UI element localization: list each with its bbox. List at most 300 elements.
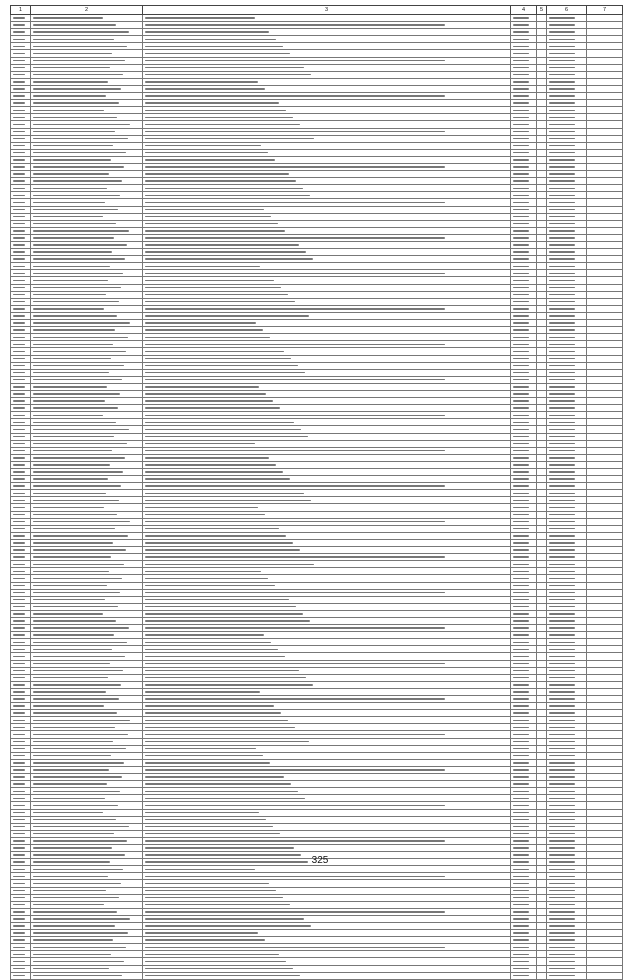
illegible-text-line [13,606,25,607]
note-cell [587,206,623,213]
table-row [11,603,623,610]
illegible-text-line [13,791,25,792]
illegible-text-line [513,549,529,550]
illegible-text-line [549,805,575,806]
extra-cell [537,717,547,724]
extra-cell [537,589,547,596]
note-cell [587,291,623,298]
address-cell [31,369,143,376]
row-number-cell [11,29,31,36]
work-description-cell [143,823,511,830]
illegible-text-line [145,251,306,252]
row-number-cell [11,405,31,412]
address-cell [31,483,143,490]
address-cell [31,632,143,639]
address-cell [31,398,143,405]
extra-cell [537,965,547,972]
table-row [11,589,623,596]
work-description-cell [143,710,511,717]
period-cell [547,348,587,355]
row-number-cell [11,128,31,135]
extra-cell [537,483,547,490]
period-cell [547,937,587,944]
address-cell [31,234,143,241]
table-row [11,965,623,972]
illegible-text-line [549,237,575,238]
illegible-text-line [13,124,25,125]
extra-cell [537,107,547,114]
table-row [11,596,623,603]
address-cell [31,837,143,844]
address-cell [31,972,143,979]
extra-cell [537,752,547,759]
illegible-text-line [513,826,529,827]
row-number-cell [11,887,31,894]
extra-cell [537,603,547,610]
row-number-cell [11,327,31,334]
illegible-text-line [145,634,264,635]
year-cell [511,965,537,972]
illegible-text-line [13,17,25,18]
row-number-cell [11,596,31,603]
note-cell [587,561,623,568]
address-cell [31,291,143,298]
year-cell [511,497,537,504]
illegible-text-line [33,216,103,217]
table-row [11,192,623,199]
illegible-text-line [549,975,575,976]
illegible-text-line [13,826,25,827]
table-row [11,227,623,234]
extra-cell [537,632,547,639]
illegible-text-line [33,798,105,799]
work-description-cell [143,582,511,589]
year-cell [511,830,537,837]
illegible-text-line [33,897,119,898]
table-row [11,504,623,511]
table-row [11,532,623,539]
row-number-cell [11,965,31,972]
address-cell [31,894,143,901]
note-cell [587,731,623,738]
illegible-text-line [549,571,575,572]
year-cell [511,476,537,483]
illegible-text-line [513,251,529,252]
illegible-text-line [13,407,25,408]
work-description-cell [143,461,511,468]
row-number-cell [11,93,31,100]
illegible-text-line [549,301,575,302]
extra-cell [537,199,547,206]
illegible-text-line [513,521,529,522]
extra-cell [537,766,547,773]
extra-cell [537,674,547,681]
illegible-text-line [33,961,124,962]
note-cell [587,582,623,589]
row-number-cell [11,234,31,241]
illegible-text-line [33,322,130,323]
period-cell [547,291,587,298]
year-cell [511,653,537,660]
illegible-text-line [33,769,109,770]
year-cell [511,29,537,36]
illegible-text-line [13,400,25,401]
extra-cell [537,930,547,937]
illegible-text-line [513,138,529,139]
illegible-text-line [13,840,25,841]
illegible-text-line [145,315,309,316]
illegible-text-line [33,258,125,259]
illegible-text-line [13,110,25,111]
table-row [11,199,623,206]
illegible-text-line [549,188,575,189]
illegible-text-line [513,911,529,912]
period-cell [547,483,587,490]
table-row [11,383,623,390]
table-row [11,121,623,128]
illegible-text-line [145,642,271,643]
row-number-cell [11,681,31,688]
note-cell [587,908,623,915]
row-number-cell [11,688,31,695]
year-cell [511,220,537,227]
extra-cell [537,823,547,830]
illegible-text-line [549,60,575,61]
work-description-cell [143,511,511,518]
address-cell [31,135,143,142]
illegible-text-line [33,571,109,572]
illegible-text-line [13,457,25,458]
note-cell [587,433,623,440]
row-number-cell [11,639,31,646]
period-cell [547,242,587,249]
row-number-cell [11,717,31,724]
illegible-text-line [549,110,575,111]
illegible-text-line [549,564,575,565]
year-cell [511,405,537,412]
period-cell [547,93,587,100]
table-row [11,674,623,681]
address-cell [31,759,143,766]
work-description-cell [143,625,511,632]
year-cell [511,93,537,100]
year-cell [511,582,537,589]
address-cell [31,390,143,397]
extra-cell [537,298,547,305]
illegible-text-line [33,81,108,82]
illegible-text-line [33,947,126,948]
extra-cell [537,312,547,319]
illegible-text-line [33,542,113,543]
note-cell [587,774,623,781]
illegible-text-line [33,173,109,174]
extra-cell [537,78,547,85]
illegible-text-line [145,393,266,394]
illegible-text-line [549,450,575,451]
period-cell [547,625,587,632]
year-cell [511,369,537,376]
extra-cell [537,561,547,568]
note-cell [587,717,623,724]
illegible-text-line [549,592,575,593]
illegible-text-line [145,883,269,884]
work-description-cell [143,674,511,681]
extra-cell [537,788,547,795]
table-row [11,582,623,589]
row-number-cell [11,490,31,497]
address-cell [31,696,143,703]
extra-cell [537,703,547,710]
illegible-text-line [145,890,276,891]
row-number-cell [11,724,31,731]
illegible-text-line [513,500,529,501]
note-cell [587,376,623,383]
illegible-text-line [145,592,445,593]
address-cell [31,873,143,880]
table-row [11,178,623,185]
note-cell [587,29,623,36]
period-cell [547,440,587,447]
col-header-4: 4 [511,6,537,15]
period-cell [547,305,587,312]
table-row [11,880,623,887]
year-cell [511,419,537,426]
address-cell [31,440,143,447]
illegible-text-line [33,308,104,309]
illegible-text-line [513,301,529,302]
illegible-text-line [513,514,529,515]
illegible-text-line [145,556,445,557]
illegible-text-line [549,358,575,359]
year-cell [511,731,537,738]
row-number-cell [11,951,31,958]
illegible-text-line [33,620,116,621]
illegible-text-line [145,159,275,160]
note-cell [587,830,623,837]
row-number-cell [11,759,31,766]
row-number-cell [11,178,31,185]
note-cell [587,412,623,419]
illegible-text-line [513,117,529,118]
illegible-text-line [13,947,25,948]
illegible-text-line [33,145,113,146]
illegible-text-line [13,599,25,600]
table-row [11,561,623,568]
illegible-text-line [145,188,303,189]
illegible-text-line [145,734,445,735]
row-number-cell [11,78,31,85]
illegible-text-line [33,556,111,557]
illegible-text-line [33,230,129,231]
illegible-text-line [145,464,276,465]
illegible-text-line [13,762,25,763]
illegible-text-line [513,322,529,323]
illegible-text-line [13,485,25,486]
illegible-text-line [549,620,575,621]
note-cell [587,589,623,596]
year-cell [511,85,537,92]
note-cell [587,497,623,504]
address-cell [31,930,143,937]
illegible-text-line [33,110,104,111]
illegible-text-line [549,826,575,827]
period-cell [547,788,587,795]
year-cell [511,908,537,915]
year-cell [511,894,537,901]
row-number-cell [11,532,31,539]
illegible-text-line [513,812,529,813]
work-description-cell [143,242,511,249]
illegible-text-line [33,819,116,820]
illegible-text-line [145,173,289,174]
illegible-text-line [549,528,575,529]
address-cell [31,469,143,476]
illegible-text-line [13,677,25,678]
illegible-text-line [513,734,529,735]
address-cell [31,263,143,270]
illegible-text-line [145,961,286,962]
year-cell [511,617,537,624]
address-cell [31,142,143,149]
illegible-text-line [13,273,25,274]
table-body [11,15,623,980]
illegible-text-line [145,670,299,671]
row-number-cell [11,880,31,887]
illegible-text-line [13,478,25,479]
row-number-cell [11,958,31,965]
illegible-text-line [13,138,25,139]
extra-cell [537,639,547,646]
period-cell [547,632,587,639]
illegible-text-line [33,634,114,635]
row-number-cell [11,85,31,92]
work-description-cell [143,518,511,525]
period-cell [547,844,587,851]
work-description-cell [143,348,511,355]
extra-cell [537,781,547,788]
illegible-text-line [513,180,529,181]
address-cell [31,589,143,596]
address-cell [31,681,143,688]
illegible-text-line [33,39,114,40]
row-number-cell [11,433,31,440]
note-cell [587,85,623,92]
extra-cell [537,866,547,873]
table-row [11,312,623,319]
work-description-cell [143,958,511,965]
illegible-text-line [145,549,300,550]
table-row [11,71,623,78]
illegible-text-line [33,975,122,976]
illegible-text-line [13,308,25,309]
note-cell [587,213,623,220]
illegible-text-line [145,578,268,579]
row-number-cell [11,156,31,163]
work-description-cell [143,277,511,284]
period-cell [547,873,587,880]
year-cell [511,284,537,291]
year-cell [511,263,537,270]
table-row [11,525,623,532]
illegible-text-line [513,932,529,933]
illegible-text-line [513,358,529,359]
illegible-text-line [549,968,575,969]
illegible-text-line [13,173,25,174]
row-number-cell [11,625,31,632]
period-cell [547,57,587,64]
note-cell [587,525,623,532]
illegible-text-line [33,443,127,444]
illegible-text-line [145,805,445,806]
note-cell [587,36,623,43]
work-description-cell [143,93,511,100]
work-description-cell [143,57,511,64]
illegible-text-line [13,819,25,820]
work-description-cell [143,667,511,674]
illegible-text-line [145,677,306,678]
address-cell [31,277,143,284]
extra-cell [537,511,547,518]
illegible-text-line [549,74,575,75]
year-cell [511,802,537,809]
row-number-cell [11,915,31,922]
table-row [11,908,623,915]
illegible-text-line [549,634,575,635]
address-cell [31,242,143,249]
address-cell [31,610,143,617]
note-cell [587,816,623,823]
note-cell [587,653,623,660]
illegible-text-line [513,620,529,621]
row-number-cell [11,305,31,312]
extra-cell [537,36,547,43]
illegible-text-line [513,918,529,919]
year-cell [511,298,537,305]
year-cell [511,242,537,249]
extra-cell [537,653,547,660]
work-description-cell [143,284,511,291]
period-cell [547,837,587,844]
illegible-text-line [33,244,127,245]
address-cell [31,114,143,121]
illegible-text-line [549,24,575,25]
row-number-cell [11,341,31,348]
illegible-text-line [33,599,105,600]
year-cell [511,334,537,341]
address-cell [31,504,143,511]
year-cell [511,135,537,142]
illegible-text-line [13,422,25,423]
illegible-text-line [513,954,529,955]
period-cell [547,199,587,206]
table-row [11,944,623,951]
extra-cell [537,469,547,476]
illegible-text-line [549,684,575,685]
address-cell [31,915,143,922]
illegible-text-line [145,145,261,146]
illegible-text-line [549,762,575,763]
row-number-cell [11,774,31,781]
period-cell [547,511,587,518]
illegible-text-line [13,209,25,210]
row-number-cell [11,71,31,78]
row-number-cell [11,348,31,355]
work-description-cell [143,135,511,142]
work-description-cell [143,738,511,745]
work-description-cell [143,234,511,241]
address-cell [31,745,143,752]
work-description-cell [143,227,511,234]
